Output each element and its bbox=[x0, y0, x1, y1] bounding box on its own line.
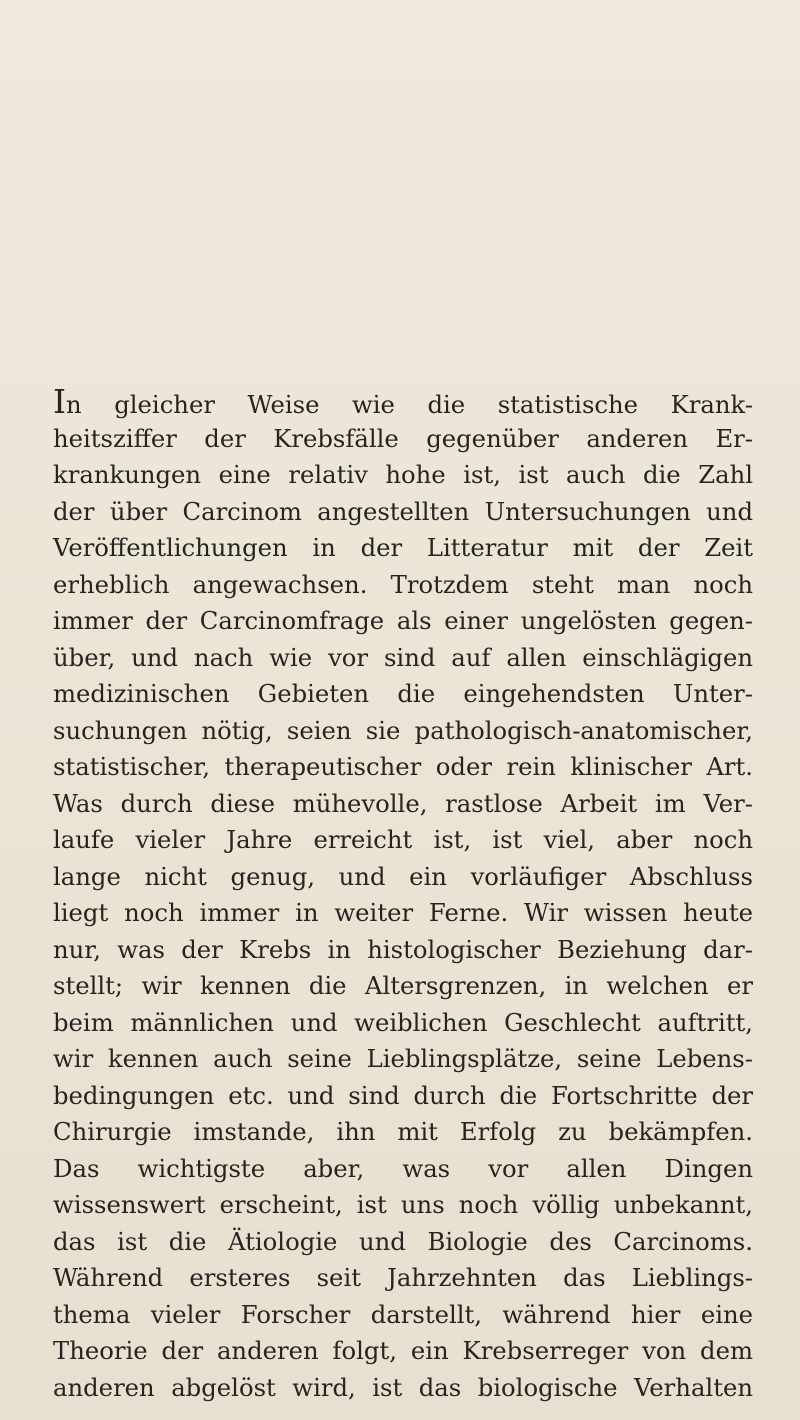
text-line: medizinischen Gebieten die eingehendsten Unter- bbox=[53, 679, 753, 708]
text-line: Während ersteres seit Jahrzehnten das Lieblings- bbox=[53, 1263, 753, 1292]
text-line: erheblich angewachsen. Trotzdem steht man noch bbox=[53, 569, 753, 599]
text-line: thema vieler Forscher darstellt, während hier eine bbox=[53, 1299, 753, 1329]
first-line-text: n gleicher Weise wie die statistische Krank- bbox=[66, 390, 753, 419]
text-line: krankungen eine relativ hohe ist, ist auch die Zahl bbox=[53, 460, 753, 489]
text-line: der über Carcinom angestellten Untersuchungen und bbox=[53, 496, 753, 526]
text-line: über, und nach wie vor sind auf allen einschlägigen bbox=[53, 642, 753, 672]
text-line: statistischer, therapeutischer oder rein klinischer Art. bbox=[53, 752, 753, 781]
text-line: stellt; wir kennen die Altersgrenzen, in welchen er bbox=[53, 971, 753, 1000]
text-line: wissenswert erscheint, ist uns noch völlig unbekannt, bbox=[53, 1190, 753, 1219]
text-line: heitsziffer der Krebsfälle gegenüber anderen Er- bbox=[53, 423, 753, 453]
text-line: bedingungen etc. und sind durch die Fortschritte der bbox=[53, 1080, 753, 1110]
text-line: beim männlichen und weiblichen Geschlecht auftritt, bbox=[53, 1007, 753, 1037]
text-line: suchungen nötig, seien sie pathologisch-anatomischer, bbox=[53, 715, 753, 745]
text-line: lange nicht genug, und ein vorläufiger Abschluss bbox=[53, 861, 753, 891]
body-paragraph bbox=[53, 384, 753, 1406]
text-line: laufe vieler Jahre erreicht ist, ist viel, aber noch bbox=[53, 825, 753, 854]
text-line: Veröffentlichungen in der Litteratur mit der Zeit bbox=[53, 533, 753, 562]
text-line: liegt noch immer in weiter Ferne. Wir wissen heute bbox=[53, 898, 753, 927]
text-line: Theorie der anderen folgt, ein Krebserreger von dem bbox=[53, 1336, 753, 1365]
text-line: Das wichtigste aber, was vor allen Dingen bbox=[53, 1153, 753, 1183]
text-line-first bbox=[53, 384, 753, 421]
text-line: immer der Carcinomfrage als einer ungelösten gegen- bbox=[53, 606, 753, 635]
drop-cap-initial: I bbox=[53, 382, 67, 421]
text-line: wir kennen auch seine Lieblingsplätze, seine Lebens- bbox=[53, 1044, 753, 1073]
text-line: Chirurgie imstande, ihn mit Erfolg zu bekämpfen. bbox=[53, 1117, 753, 1146]
text-line-last: anderen abgelöst wird, ist das biologische Verhalten bbox=[53, 1372, 753, 1402]
text-line: nur, was der Krebs in histologischer Beziehung dar- bbox=[53, 934, 753, 964]
text-line: das ist die Ätiologie und Biologie des Carcinoms. bbox=[53, 1226, 753, 1256]
text-line: Was durch diese mühevolle, rastlose Arbeit im Ver- bbox=[53, 788, 753, 818]
